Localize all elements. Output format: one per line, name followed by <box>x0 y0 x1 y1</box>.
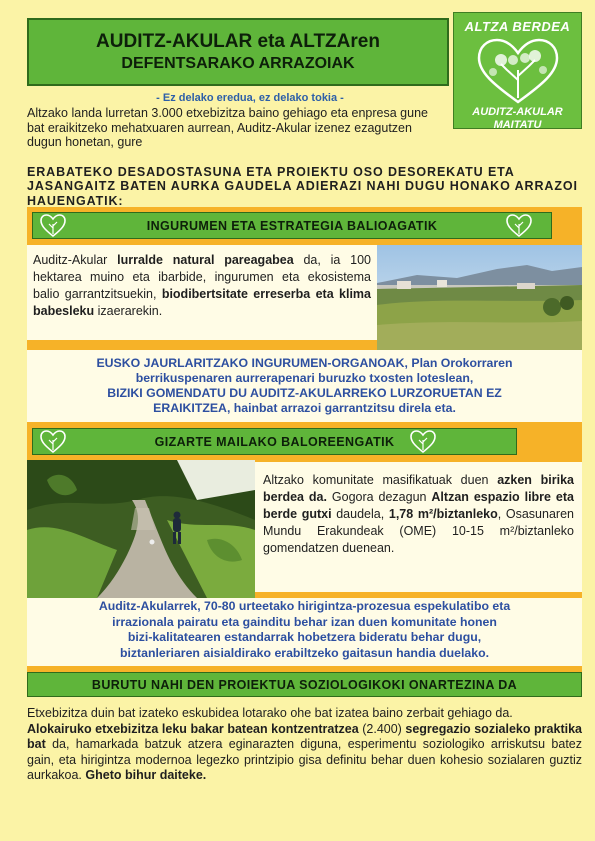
env-text-d: biodibertsitate erreserba eta klima babesleku <box>33 287 371 318</box>
intro-statement <box>27 150 582 208</box>
logo-top-text: ALTZA BERDEA <box>464 19 571 34</box>
organ-line4 <box>27 401 582 416</box>
social-text-c: Gogora dezagun <box>331 490 427 504</box>
intro-paragraph: Altzako landa lurretan 3.000 etxebizitza baino gehiago eta enpresa gune bat eraikitzeko mehatxuaren aurrean, Auditz-Akular izenez ezagutzen dugun honetan, gure <box>27 106 428 149</box>
organ-line4b: , hainbat arrazoi garrantzitsu direla eta. <box>226 401 456 415</box>
env-text-c: da, ia 100 hektarea muino eta ibarbide, ingurumen eta ekosistema balio garrantzitsuekin, <box>33 253 371 301</box>
final-p2-a: (2.400) <box>362 721 402 736</box>
social-text-box <box>255 462 582 592</box>
tree-heart-icon <box>506 214 532 237</box>
logo-bottom-line1: AUDITZ-AKULAR <box>472 106 563 118</box>
final-p2-b: da, hamarkada batzuk atzera eginarazten diguna, esperimentu soziologiko arriskutsu batez gain, eta hirigintza modernoa legezko printzipio gisa definitu behar duen kohesio sozialaren guztiz aurkakoa. <box>27 737 582 782</box>
section-heading-sociology <box>27 672 582 697</box>
tree-heart-icon <box>410 430 436 453</box>
organ-line4a: ERAIKITZEA <box>153 401 227 415</box>
final-p2-bold: Alokairuko etxebizitza leku bakar batean kontzentratzea <box>27 721 359 736</box>
final-p2-bold3: Gheto bihur daiteke. <box>85 768 207 782</box>
tree-heart-icon <box>40 430 66 453</box>
section-heading-environment-text: INGURUMEN ETA ESTRATEGIA BALIOAGATIK <box>146 219 438 233</box>
intro-statement-caps: ERABATEKO DESADOSTASUNA ETA PROIEKTU OSO DESOREKATU ETA JASANGAITZ BATEN AURKA GAUDELA ADIERAZI NAHI DUGU HONAKO ARRAZOI HAUENGATIK: <box>27 164 578 208</box>
urban-process-box <box>27 598 582 666</box>
landscape-photo <box>377 245 582 350</box>
section-heading-environment <box>32 212 552 239</box>
walking-path-photo <box>27 460 255 598</box>
social-text-d: Altzan espazio libre eta berde gutxi <box>263 490 574 521</box>
social-text-a: Altzako komunitate masifikatuak duen <box>263 473 489 487</box>
section-heading-social <box>32 428 517 455</box>
social-text-b: azken birika berdea da. <box>263 473 574 504</box>
env-text-b: lurralde natural pareagabea <box>117 253 294 267</box>
organ-line3: BIZIKI GOMENDATU DU AUDITZ-AKULARREKO LURZORUETAN EZ <box>107 386 502 400</box>
subtitle: - Ez delako eredua, ez delako tokia - <box>156 92 344 104</box>
urban-line2: irrazionala pairatu eta gainditu behar izan duen komunitate honen <box>112 614 497 629</box>
environment-text-box <box>27 245 377 340</box>
organ-line1: EUSKO JAURLARITZAKO INGURUMEN-ORGANOAK, Plan Orokorraren <box>96 356 513 370</box>
title-box <box>27 18 449 86</box>
logo-bottom-line2: MAITATU <box>493 119 542 131</box>
page-title-line1: AUDITZ-AKULAR eta ALTZAren <box>96 31 380 52</box>
social-text-e: daudela, <box>336 507 385 521</box>
urban-line4: biztanleriaren aisialdirako erabiltzeko gaitasun handia duelako. <box>119 645 490 660</box>
urban-line1: Auditz-Akularrek, 70-80 urteetako hirigintza-prozesua espekulatibo eta <box>98 599 511 613</box>
organ-line2: berrikuspenaren aurrerapenari buruzko txosten loteslean, <box>135 371 474 385</box>
tree-heart-icon <box>40 214 66 237</box>
env-text-e: izaerarekin. <box>97 304 163 318</box>
urban-line3: bizi-kalitatearen estandarrak hobetzera bideratu behar dugu, <box>127 630 482 644</box>
env-text-a: Auditz-Akular <box>33 253 108 267</box>
altza-berdea-logo <box>453 12 582 129</box>
section-heading-sociology-text: BURUTU NAHI DEN PROIEKTUA SOZIOLOGIKOKI ONARTEZINA DA <box>91 678 518 692</box>
final-p2-bold2: segregazio sozialeko praktika bat <box>27 721 582 751</box>
environment-organ-box <box>27 350 582 422</box>
section-heading-social-text: GIZARTE MAILAKO BALOREENGATIK <box>154 435 395 449</box>
page-title-line2: DEFENTSARAKO ARRAZOIAK <box>121 55 355 72</box>
final-p1: Etxebizitza duin bat izateko eskubidea lotarako ohe bat izatea baino zerbait gehiago da. <box>27 706 513 720</box>
final-p2 <box>27 722 582 784</box>
tree-heart-icon <box>473 36 563 106</box>
social-text-g: , Osasunaren Mundu Erakundeak (OME) 10-15 m²/biztanleko gomendatzen duenean. <box>263 507 574 555</box>
social-text-f: 1,78 m²/biztanleko <box>388 507 498 521</box>
final-paragraph <box>27 706 582 784</box>
